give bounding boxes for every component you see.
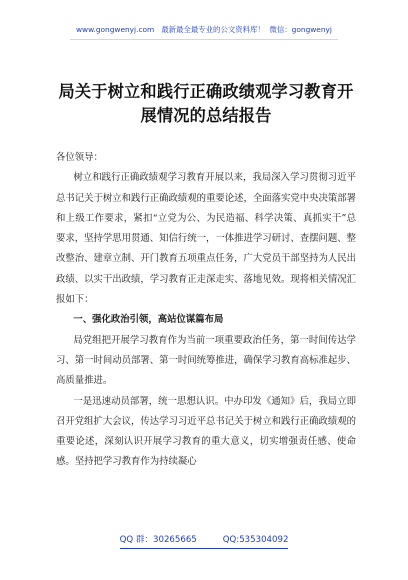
footer-banner xyxy=(0,533,408,545)
header-divider xyxy=(70,39,338,40)
section-heading-1: 一、强化政治引领，高站位谋篇布局 xyxy=(73,314,224,326)
footer-qq: QQ:535304092 xyxy=(222,535,289,545)
document-body xyxy=(56,148,356,473)
paragraph-first-point: 一是迅速动员部署，统一思想认识。中办印发《通知》后，我局立即召开党组扩大会议，传达学习习近平总书记关于树立和践行正确政绩观的重要论述，深刻认识开展学习教育的重大意义，切实增强责任感、使命感。坚持把学习教育作为持续凝心 xyxy=(56,395,357,468)
paragraph-intro: 树立和践行正确政绩观学习教育开展以来，我局深入学习贯彻习近平总书记关于树立和践行正确政绩观的重要论述，全面落实党中央决策部署和上级工作要求，紧扣“立党为公、为民造福、科学决策、真抓实干”总要求，坚持学思用贯通、知信行统一，一体推进学习研讨、查摆问题、整改整治、建章立制、开门教育五项重点任务，广大党员干部坚持为人民出政绩、以实干出政绩，学习教育正走深走实、落地见效。现将相关情况汇报如下： xyxy=(56,172,357,306)
footer-qq-group: QQ 群：30265665 xyxy=(119,535,197,545)
header-slogan: 最新最全最专业的公文资料库！ xyxy=(161,25,265,34)
header-site[interactable]: www.gongwenyj.com xyxy=(76,25,155,34)
paragraph-section-1: 局党组把开展学习教育作为当前一项重要政治任务，第一时间传达学习、第一时间动员部署、第一时间统筹推进，确保学习教育高标准起步、高质量推进。 xyxy=(56,334,357,387)
greeting: 各位领导： xyxy=(56,152,103,163)
header-banner xyxy=(0,24,408,35)
document-title: 局关于树立和践行正确政绩观学习教育开展情况的总结报告 xyxy=(58,82,354,125)
footer-underline xyxy=(120,548,288,549)
header-wechat: 微信：gongwenyj xyxy=(269,25,332,34)
